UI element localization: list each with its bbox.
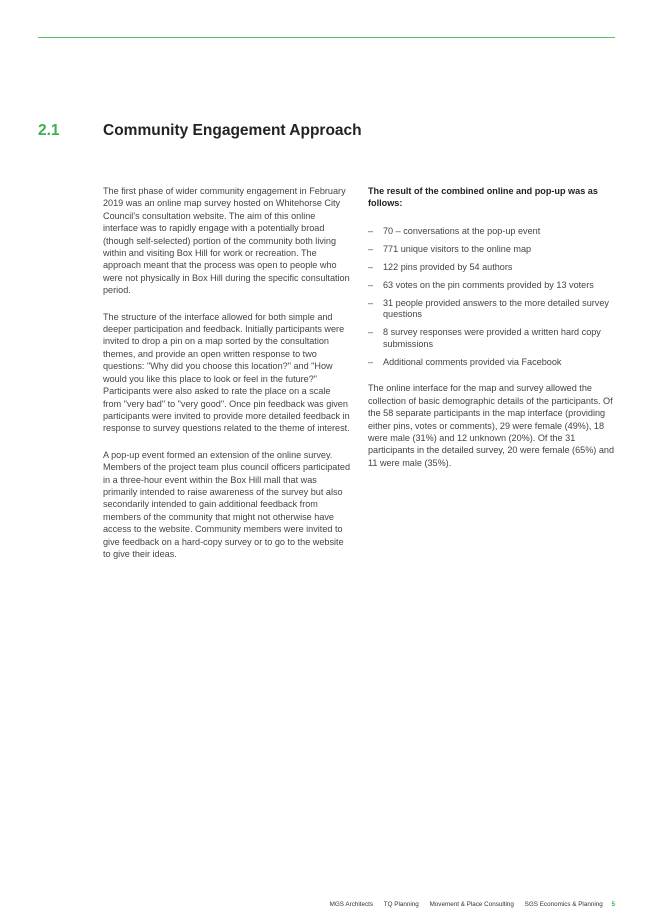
- footer-credit-mgs: MGS Architects: [329, 901, 374, 908]
- paragraph-demographics: The online interface for the map and survey allowed the collection of basic demographic details of the participants. Of the 58 separate participants in the map interface (providing either pins, votes or comments), 29 were female (49%), 18 were male (31%) and 12 unknown (20%). Of the 31 participants in the detailed survey, 20 were female (65%) and 11 were male (35%).: [368, 383, 615, 468]
- dash-marker: –: [368, 327, 374, 338]
- list-item-text: 8 survey responses were provided a written hard copy submissions: [383, 327, 601, 349]
- page-number: 5: [611, 901, 615, 908]
- dash-marker: –: [368, 261, 374, 272]
- section-title: Community Engagement Approach: [103, 122, 362, 139]
- list-item-text: 63 votes on the pin comments provided by 13 voters: [383, 279, 594, 290]
- footer-credit-movement-place: Movement & Place Consulting: [429, 901, 514, 908]
- list-item-text: Additional comments provided via Facebook: [383, 356, 562, 367]
- paragraph-pop-up-event: A pop-up event formed an extension of the online survey. Members of the project team plus council officers participated in a three-hour event within the Box Hill mall that was primarily intended to raise awareness of the survey but also secondarily intended to gain additional feedback from members of the community that might not otherwise have access to the website. Community members were invited to give feedback on a hard-copy survey or to go to the website to give their ideas.: [103, 449, 350, 559]
- header-rule: [38, 37, 615, 38]
- left-column: [103, 185, 351, 574]
- footer: [321, 901, 615, 908]
- list-item: [368, 298, 616, 321]
- right-column: [368, 185, 616, 483]
- list-item: [368, 262, 616, 274]
- dash-marker: –: [368, 297, 374, 308]
- list-item-text: 122 pins provided by 54 authors: [383, 261, 513, 272]
- results-list: [368, 226, 616, 369]
- footer-credit-sgs: SGS Economics & Planning: [524, 901, 603, 908]
- results-lead: The result of the combined online and pop-up was as follows:: [368, 186, 598, 209]
- section-number: 2.1: [38, 122, 60, 139]
- footer-credit-tq: TQ Planning: [383, 901, 419, 908]
- dash-marker: –: [368, 225, 374, 236]
- list-item: [368, 226, 616, 238]
- dash-marker: –: [368, 356, 374, 367]
- list-item-text: 771 unique visitors to the online map: [383, 243, 532, 254]
- list-item-text: 70 – conversations at the pop-up event: [383, 225, 541, 236]
- list-item: [368, 357, 616, 369]
- paragraph-interface-structure: The structure of the interface allowed for both simple and deeper participation and feedback. Initially participants were invited to drop a pin on a map sorted by the consultation themes, and provide an open written response to two questions: "Why did you choose this location?" and "How would you like this place to look or feel in the future?" Participants were also asked to rate the place on a scale from "very bad" to "very good". Once pin feedback was given participants were invited to provide more detailed feedback in response to survey questions related to the theme of interest.: [103, 311, 350, 434]
- paragraph-online-survey: The first phase of wider community engagement in February 2019 was an online map survey hosted on Whitehorse City Council's consultation website. The aim of this online interface was to rapidly engage with a potentially broad (though self-selected) portion of the community both living within and visiting Box Hill for work or recreation. The approach meant that the process was open to people who were not physically in Box Hill during the specific consultation period.: [103, 186, 350, 296]
- list-item: [368, 280, 616, 292]
- list-item: [368, 327, 616, 350]
- dash-marker: –: [368, 279, 374, 290]
- dash-marker: –: [368, 243, 374, 254]
- list-item: [368, 244, 616, 256]
- list-item-text: 31 people provided answers to the more detailed survey questions: [383, 297, 609, 320]
